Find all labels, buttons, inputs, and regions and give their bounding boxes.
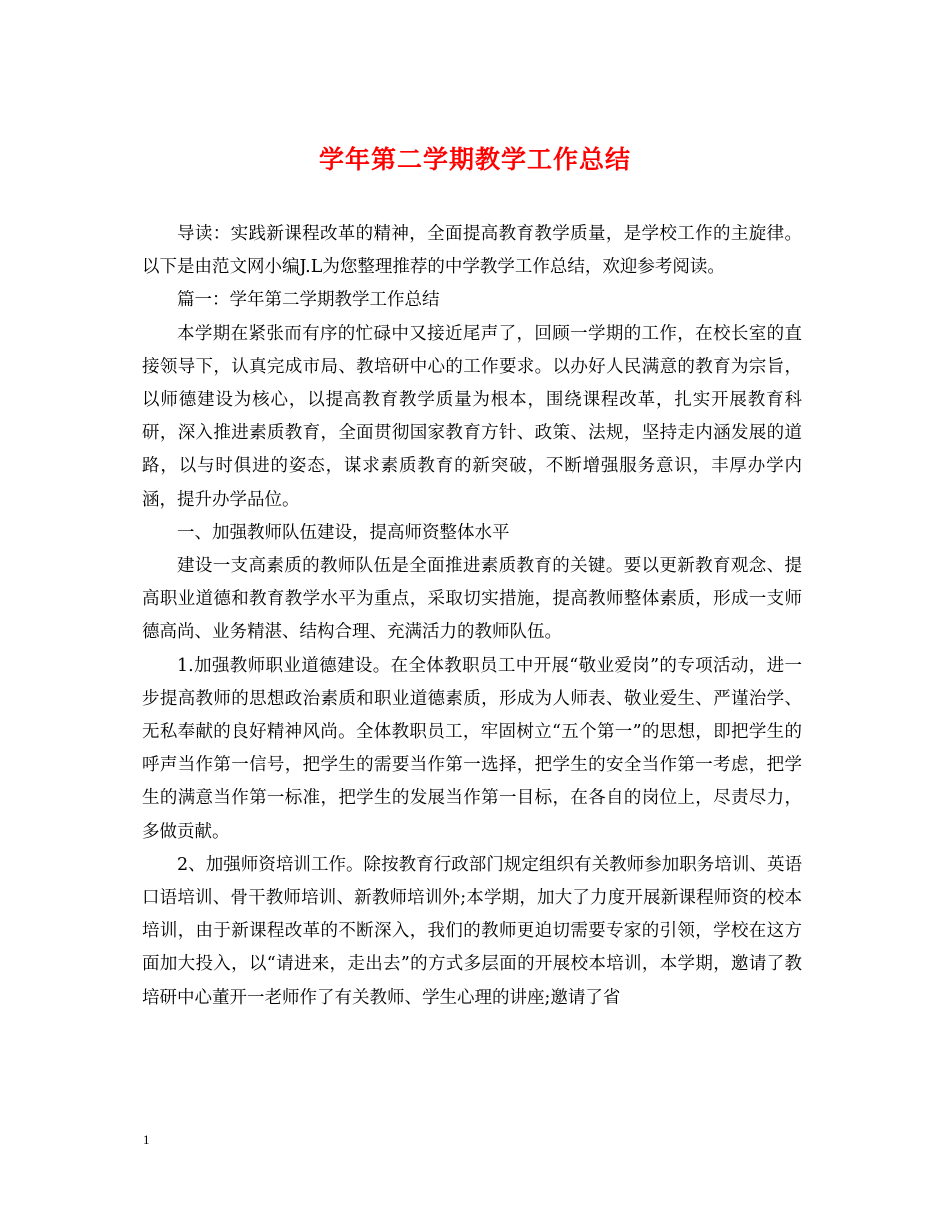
body-paragraph: 2、加强师资培训工作。除按教育行政部门规定组织有关教师参加职务培训、英语口语培训、骨干教师培训、新教师培训外;本学期，加大了力度开展新课程师资的校本培训，由于新课程改革的不断深入，我们的教师更迫切需要专家的引领，学校在这方面加大投入，以“请进来，走出去”的方式多层面的开展校本培训，本学期，邀请了教培研中心董开一老师作了有关教师、学生心理的讲座;邀请了省 [142, 854, 802, 1008]
page-number: 1 [143, 1132, 150, 1147]
intro-paragraph: 导读：实践新课程改革的精神，全面提高教育教学质量，是学校工作的主旋律。以下是由范文网小编J.L为您整理推荐的中学教学工作总结，欢迎参考阅读。 [142, 224, 802, 278]
section-heading: 一、加强教师队伍建设，提高师资整体水平 [177, 522, 510, 543]
section-heading: 篇一：学年第二学期教学工作总结 [177, 290, 440, 311]
body-paragraph: 建设一支高素质的教师队伍是全面推进素质教育的关键。要以更新教育观念、提高职业道德和教育教学水平为重点，采取切实措施，提高教师整体素质，形成一支师德高尚、业务精湛、结构合理、充满活力的教师队伍。 [142, 556, 802, 643]
document-body [142, 218, 802, 1015]
body-paragraph: 1.加强教师职业道德建设。在全体教职员工中开展“敬业爱岗”的专项活动，进一步提高教师的思想政治素质和职业道德素质，形成为人师表、敬业爱生、严谨治学、无私奉献的良好精神风尚。全体教职员工，牢固树立“五个第一”的思想，即把学生的呼声当作第一信号，把学生的需要当作第一选择，把学生的安全当作第一考虑，把学生的满意当作第一标准，把学生的发展当作第一目标，在各自的岗位上，尽责尽力，多做贡献。 [142, 655, 802, 842]
document-title: 学年第二学期教学工作总结 [318, 145, 631, 174]
body-paragraph: 本学期在紧张而有序的忙碌中又接近尾声了，回顾一学期的工作，在校长室的直接领导下，认真完成市局、教培研中心的工作要求。以办好人民满意的教育为宗旨，以师德建设为核心，以提高教育教学质量为根本，围绕课程改革，扎实开展教育科研，深入推进素质教育，全面贯彻国家教育方针、政策、法规，坚持走内涵发展的道路，以与时俱进的姿态，谋求素质教育的新突破，不断增强服务意识，丰厚办学内涵，提升办学品位。 [142, 323, 802, 510]
